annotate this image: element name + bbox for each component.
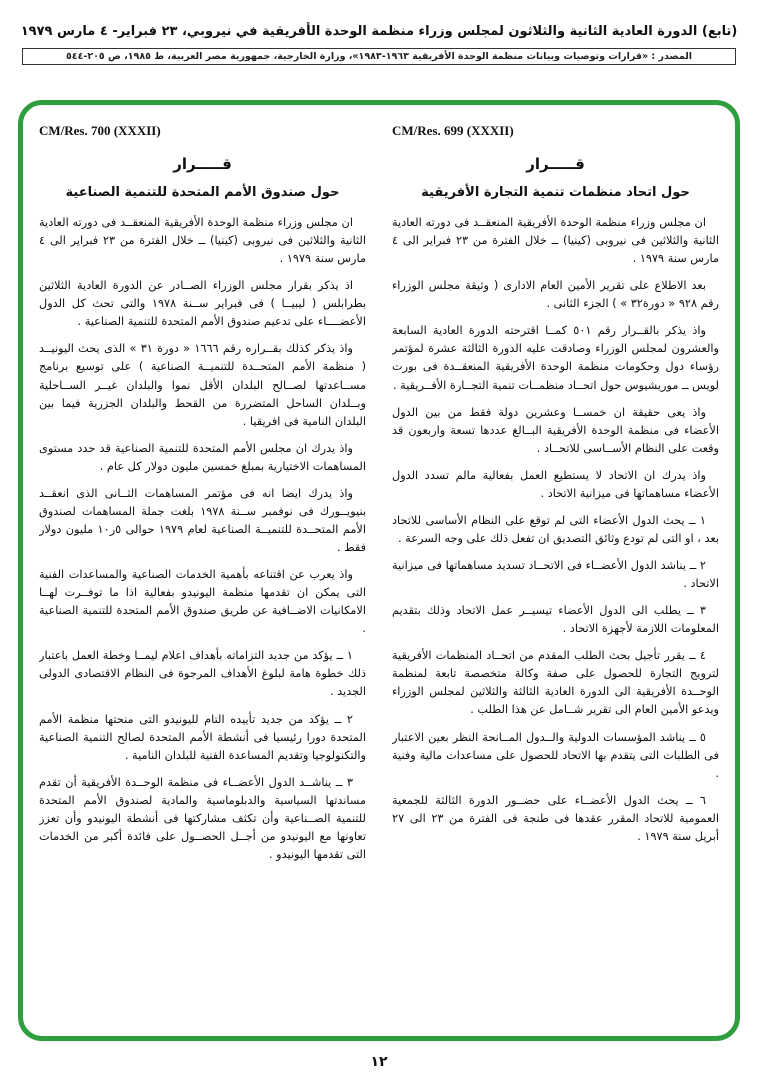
paragraph: ٢ ــ يؤكد من جديد تأييده التام لليونيدو التى منحتها منظمة الأمم المتحدة دورا رئيسيا فى أنشطة الأمم المتحدة لصالح التنمية الصناعية والتكنولوجيا وتقديم المساعدة الفنية للبلدان النامية . (39, 712, 366, 762)
resolution-699-title: قـــــرار (526, 155, 585, 173)
paragraph: ٦ ــ يحث الدول الأعضــاء على حضــور الدورة الثالثة للجمعية العمومية للاتحاد المقرر عقدها فى طنجة فى الفترة من ٢٣ الى ٢٧ أبريل سنة ١٩٧٩ . (392, 793, 719, 843)
paragraph: ٢ ــ يناشد الدول الأعضــاء فى الاتحــاد تسديد مساهماتها فى ميزانية الاتحاد . (392, 559, 719, 591)
source-reference-text: المصدر : «قرارات وتوصيات وبيانات منظمة الوحدة الأفريقية ١٩٦٣-١٩٨٣»، وزارة الخارجية، جمهورية مصر العربية، ط ١٩٨٥، ص ٢٠٥-٥٤٤ (65, 51, 693, 62)
paragraph: ٣ ــ يطلب الى الدول الأعضاء تيسيــر عمل الاتحاد وذلك بتقديم المعلومات اللازمة لأجهزة الاتحاد . (392, 604, 719, 636)
paragraph: ٤ ــ يقرر تأجيل بحث الطلب المقدم من اتحــاد المنظمات الأفريقية لترويج التجارة للحصول على صفة وكالة متخصصة تابعة لمنظمة الوحــدة الأفريقية الى الدورة العادية الثالثة والثلاثين لمجلس الوزراء ويدعو الأمين العام الى تقرير شــامل عن هذا الطلب . (392, 649, 719, 717)
paragraph: واذ يذكر كذلك بقــراره رقم ١٦٦٦ « دورة ٣١ » الذى يحث اليونيــد ( منظمة الأمم المتحــدة للتنميــة الصناعية ) على توسيع برنامج مســاعدتها لصــالح البلدان الأقل نموا والبلدان غيــر الســاحلية وبــلدان الساحل المتضررة من القحط والبلدان الجزرية فيما بين البلدان النامية فى افريقيا . (39, 342, 366, 428)
resolution-700-title: قـــــرار (173, 155, 232, 173)
resolution-699-reference: CM/Res. 699 (XXXII) (392, 123, 514, 138)
resolution-700-body (39, 214, 366, 864)
paragraph: واذ يدرك ان الاتحاد لا يستطيع العمل بفعالية مالم تسدد الدول الأعضاء مساهماتها فى ميزانية الاتحاد . (392, 468, 719, 500)
paragraph: واذ يذكر بالقــرار رقم ٥٠١ كمــا اقترحته الدورة العادية السابعة والعشرون لمجلس الوزراء وصادقت عليه الدورة الثالثة عشرة لمؤتمر رؤساء دول وحكومات منظمة الوحدة الأفريقية المنعقــدة فى بورت لويس ــ موريشيوس حول اتحــاد منظمــات تنمية التجــارة الأفــريقية . (392, 324, 719, 392)
paragraph: ان مجلس وزراء منظمة الوحدة الأفريقية المنعقــد فى دورته العادية الثانية والثلاثين فى نيروبى (كينيا) ــ خلال الفترة من ٢٣ فبراير الى ٤ مارس سنة ١٩٧٩ . (39, 216, 366, 266)
paragraph: ١ ــ يؤكد من جديد التزاماته بأهداف اعلام ليمــا وخطة العمل باعتبار ذلك خطوة هامة لبلوغ الأهداف المرجوة فى النظام الاقتصادى الدولى الجديد . (39, 649, 366, 699)
paragraph: واذ يعى حقيقة ان خمســا وعشرين دولة فقط من بين الدول الأعضاء فى منظمة الوحدة الأفريقية البــالغ عددها تسعة واربعون قد وقعت على النظام الأســاسى للاتحــاد . (392, 405, 719, 455)
resolution-700-reference: CM/Res. 700 (XXXII) (39, 123, 161, 138)
paragraph: ان مجلس وزراء منظمة الوحدة الأفريقية المنعقــد فى دورته العادية الثانية والثلاثين فى نيروبى (كينيا) ــ خلال الفترة من ٢٣ فبراير الى ٤ مارس سنة ١٩٧٩ . (392, 216, 719, 266)
two-column-layout (39, 123, 719, 1026)
content-frame (18, 100, 740, 1041)
resolution-699-subtitle: حول اتحاد منظمات تنمية التجارة الأفريقية (421, 185, 690, 200)
paragraph: واذ يعرب عن اقتناعه بأهمية الخدمات الصناعية والمساعدات الفنية التى يمكن ان تقدمها منظمة اليونيدو بفعالية اذا ما توفــرت لهــا الامكانيات الاضــافية عن طريق صندوق الأمم المتحدة للتنمية الصناعية . (39, 568, 366, 636)
paragraph: ٥ ــ يناشد المؤسسات الدولية والــدول المــانحة النظر بعين الاعتبار فى الطلبات التى يتقدم بها الاتحاد للحصول على مساعدات مالية وفنية . (392, 730, 719, 780)
paragraph: ٣ ــ يناشــد الدول الأعضــاء فى منظمة الوحــدة الأفريقية أن تقدم مساندتها السياسية والدبلوماسية والمادية لصندوق الأمم المتحدة للتنمية الصــناعية وأن تكثف مشاركتها فى أنشطة اليونيدو وأن تعزز تعاونها مع اليونيدو من أجــل الحصــول على فائدة أكبر من الخدمات التى تقدمها اليونيدو . (39, 775, 366, 861)
resolution-699-body (392, 214, 719, 846)
source-reference-box (22, 48, 736, 65)
resolution-699-column (392, 123, 719, 1026)
paragraph: ١ ــ يحث الدول الأعضاء التى لم توقع على النظام الأساسى للاتحاد بعد ، او التى لم تودع وثائق التصديق ان تفعل ذلك على وجه السرعة . (392, 513, 719, 545)
paragraph: واذ يدرك ان مجلس الأمم المتحدة للتنمية الصناعية قد حدد مستوى المساهمات الاختيارية بمبلغ خمسين مليون دولار كل عام . (39, 441, 366, 473)
paragraph: بعد الاطلاع على تقرير الأمين العام الادارى ( وثيقة مجلس الوزراء رقم ٩٢٨ « دورة٣٢ » ) الجزء الثانى . (392, 279, 719, 311)
paragraph: اذ يذكر بقرار مجلس الوزراء الصــادر عن الدورة العادية الثلاثين بطرابلس ( ليبيــا ) فى فبراير ســنة ١٩٧٨ والتى تحث كل الدول الأعضــــاء على تدعيم صندوق الأمم المتحدة للتنمية الصناعية . (39, 279, 366, 329)
resolution-700-column (39, 123, 366, 1026)
page-number: ١٢ (370, 1054, 388, 1070)
resolution-700-subtitle: حول صندوق الأمم المتحدة للتنمية الصناعية (65, 185, 340, 200)
document-header-title: (تابع) الدورة العادية الثانية والثلاثون لمجلس وزراء منظمة الوحدة الأفريقية في نيروبي، ٢٣ فبراير- ٤ مارس ١٩٧٩ (20, 24, 738, 39)
paragraph: واذ يدرك ايضا انه فى مؤتمر المساهمات الثــانى الذى انعقــد بنيويــورك فى نوفمبر ســنة ١٩٧٨ بلغت جملة المساهمات لصندوق الأمم المتحــدة للتنميــة الصناعية لعام ١٩٧٩ حوالى ٥ر١٠ مليون دولار فقط . (39, 486, 366, 554)
